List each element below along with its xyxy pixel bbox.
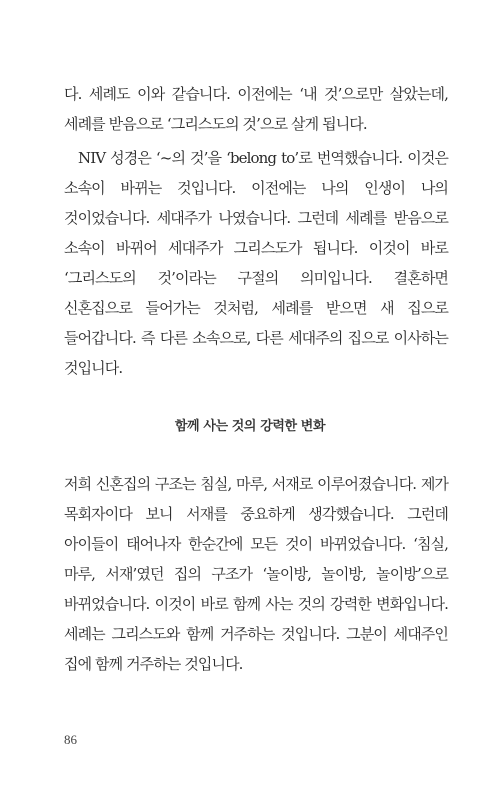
page-number: 86	[64, 732, 77, 747]
section-heading: 함께 사는 것의 강력한 변화	[174, 419, 326, 434]
body-paragraph-3: 저희 신혼집의 구조는 침실, 마루, 서재로 이루어졌습니다. 제가 목회자이다 보니 서재를 중요하게 생각했습니다. 그런데 아이들이 태어나자 한순간에 모든 것이 바뀌었습니다. ‘침실, 마루, 서재’였던 집의 구조가 ‘놀이방, 놀이방, 놀이방’으로 바뀌었습니다. 이것이 바로 함께 사는 것의 강력한 변화입니다. 세례는 그리스도와 함께 거주하는 것입니다. 그분이 세대주인 집에 함께 거주하는 것입니다.	[64, 475, 448, 673]
body-paragraph-1: 다. 세례도 이와 같습니다. 이전에는 ‘내 것’으로만 살았는데, 세례를 받음으로 ‘그리스도의 것’으로 살게 됩니다.	[64, 85, 448, 133]
body-paragraph-2: NIV 성경은 ‘~의 것’을 ‘belong to’로 번역했습니다. 이것은 소속이 바뀌는 것입니다. 이전에는 나의 인생이 나의 것이었습니다. 세대주가 나였습니다. 그런데 세례를 받음으로 소속이 바뀌어 세대주가 그리스도가 됩니다. 이것이 바로 ‘그리스도의 것’이라는 구절의 의미입니다. 결혼하면 신혼집으로 들어가는 것처럼, 세례를 받으면 새 집으로 들어갑니다. 즉 다른 소속으로, 다른 세대주의 집으로 이사하는 것입니다.	[64, 149, 448, 377]
